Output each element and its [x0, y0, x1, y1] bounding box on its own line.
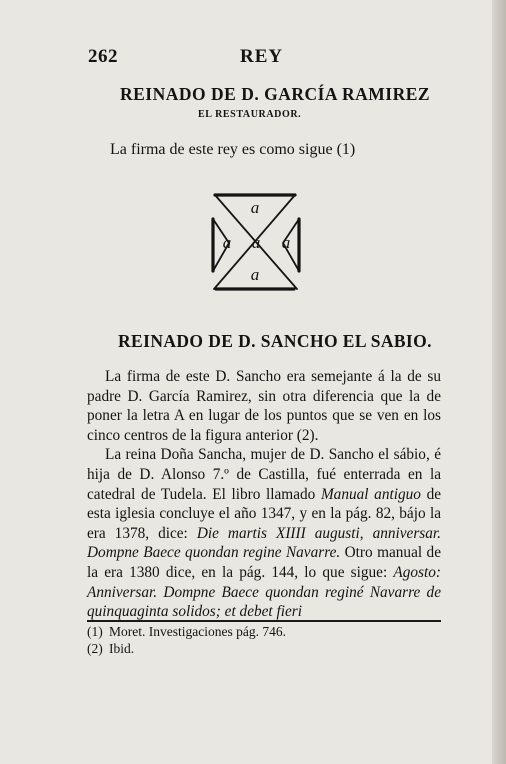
section-title-sancho-el-sabio: REINADO DE D. SANCHO EL SABIO. [118, 331, 432, 351]
paragraph-2-latin-quote-2: Agosto: Anniversar. Dompne Baece quondan reginé Navarre de quinquaginta solidos; et debet fieri [87, 563, 441, 621]
footnote-1-mark: (1) [87, 624, 103, 639]
paragraph-2-latin-quote-1: Die martis XIIII augusti, anniversar. Dompne Baece quondan regine Navarre. [87, 524, 441, 562]
paragraph-2 [87, 445, 441, 621]
paragraph-2-text-a: La reina Doña Sancha, mujer de D. Sancho el sábio, é hija de D. Alonso 7.º de Castilla, fué enterrada en la catedral de Tudela. El libro llamado [87, 446, 441, 503]
footnote-rule [87, 620, 441, 622]
footnote-1 [87, 624, 286, 640]
page-number: 262 [88, 46, 118, 67]
running-head: REY [240, 46, 284, 67]
section-title-garcia-ramirez: REINADO DE D. GARCÍA RAMIREZ [120, 84, 431, 104]
body-text [87, 367, 441, 622]
footnote-1-text: Moret. Investigaciones pág. 746. [109, 624, 286, 639]
paragraph-2-italic-title: Manual antiguo [320, 485, 421, 503]
footnote-2 [87, 641, 134, 657]
royal-signature-figure [207, 191, 303, 293]
signature-letter-bottom: a [250, 265, 260, 284]
signature-letter-left: a [222, 233, 232, 252]
signature-letter-right: a [281, 233, 291, 252]
footnote-2-mark: (2) [87, 641, 103, 656]
signature-letter-center: a [251, 233, 261, 252]
paragraph-2-text-e: Otro manual de la era 1380 dice, en la pág. 144, lo que sigue: [87, 544, 441, 581]
paragraph-1: La firma de este D. Sancho era semejante á la de su padre D. García Ramirez, sin otra diferencia que la de poner la letra A en lugar de los puntos que se ven en los cinco centros de la figura anterior (2). [87, 368, 441, 444]
signature-intro-line: La firma de este rey es como sigue (1) [110, 141, 356, 158]
section-subtitle: EL RESTAURADOR. [198, 109, 302, 120]
paragraph-2-text-c: de esta iglesia concluye el año 1347, y en la pág. 82, bájo la era 1378, dice: [87, 485, 442, 542]
page-edge [492, 0, 506, 764]
signature-letter-top: a [250, 198, 260, 217]
footnote-2-text: Ibid. [109, 641, 135, 656]
